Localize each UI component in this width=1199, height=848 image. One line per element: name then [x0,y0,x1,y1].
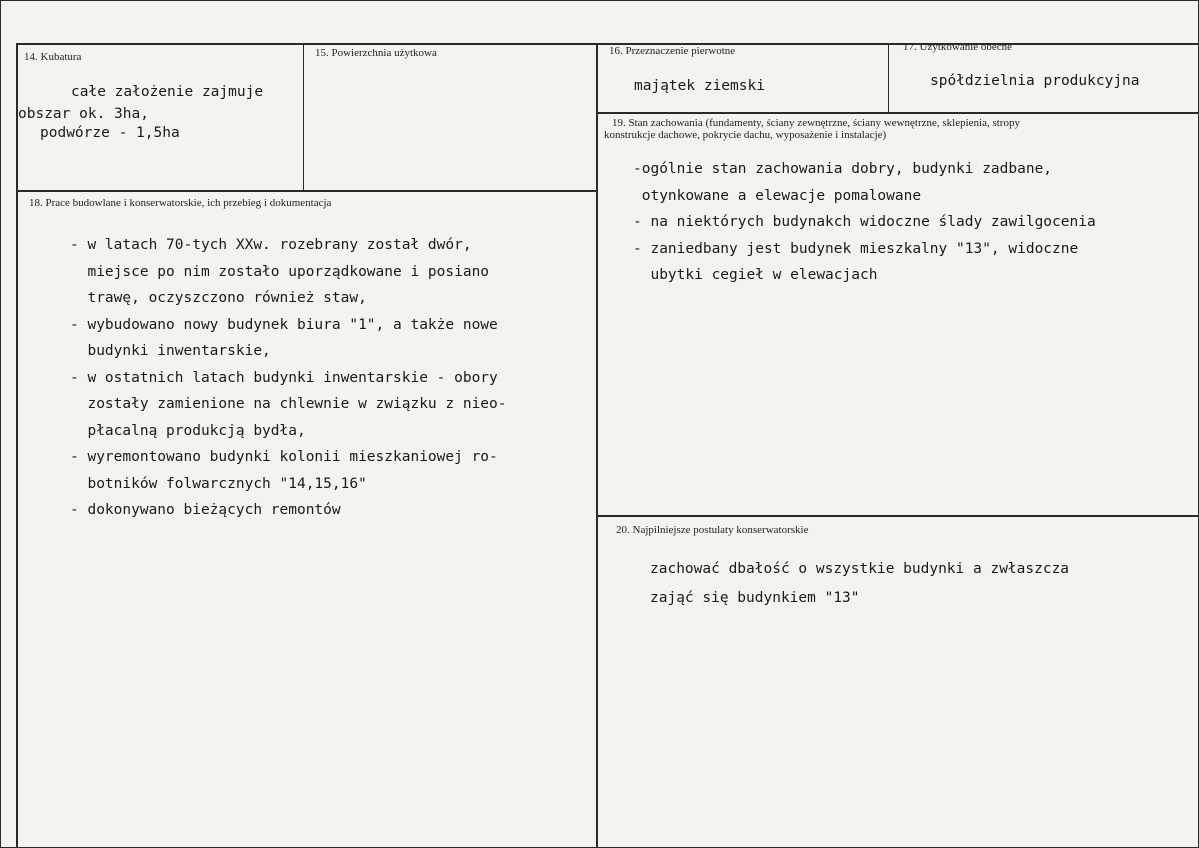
prace-line: - w ostatnich latach budynki inwentarskie - obory [70,369,498,386]
prace-line: - w latach 70-tych XXw. rozebrany został dwór, [70,237,472,253]
divider-14-15 [303,45,304,191]
prace-line: botników folwarcznych "14,15,16" [70,475,367,492]
kubatura-label: 14. Kubatura [24,51,82,63]
stan-line: -ogólnie stan zachowania dobry, budynki zadbane, [633,161,1053,177]
prace-line: miejsce po nim zostało uporządkowane i posiano [70,263,490,280]
kubatura-value-line: obszar ok. 3ha, [18,106,149,122]
stan-line: otynkowane a elewacje pomalowane [633,187,922,204]
prace-line: płacalną produkcją bydła, [70,422,306,439]
uzytkowanie-label: 17. Użytkowanie obecne [903,41,1013,53]
stan-zachowania-label-cont: konstrukcje dachowe, pokrycie dachu, wyposażenie i instalacje) [604,129,887,141]
rule-above-18 [16,190,597,192]
left-rule [16,43,18,848]
rule-above-20 [597,515,1198,517]
prace-line: - wyremontowano budynki kolonii mieszkaniowej ro- [70,449,498,465]
przeznaczenie-value: majątek ziemski [634,78,765,94]
prace-text [70,232,507,524]
prace-line: - dokonywano bieżących remontów [70,502,341,518]
center-divider [596,43,598,848]
postulaty-line: zająć się budynkiem "13" [650,590,860,606]
top-rule [16,43,1198,45]
prace-line: zostały zamienione na chlewnie w związku z nieo- [70,396,507,412]
stan-line: ubytki cegieł w elewacjach [633,267,878,283]
prace-line: trawę, oczyszczono również staw, [70,290,367,306]
prace-line: budynki inwentarskie, [70,343,271,359]
stan-line: - na niektórych budynakch widoczne ślady zawilgocenia [633,214,1096,230]
postulaty-line: zachować dbałość o wszystkie budynki a zwłaszcza [650,561,1070,577]
prace-line: - wybudowano nowy budynek biura "1", a także nowe [70,316,498,333]
kubatura-value-line: podwórze - 1,5ha [40,125,180,141]
divider-16-17 [888,43,889,113]
prace-label: 18. Prace budowlane i konserwatorskie, ich przebieg i dokumentacja [29,197,332,209]
stan-line: - zaniedbany jest budynek mieszkalny "13", widoczne [633,240,1079,257]
postulaty-text [650,555,1069,613]
powierzchnia-label: 15. Powierzchnia użytkowa [315,47,437,59]
przeznaczenie-label: 16. Przeznaczenie pierwotne [609,45,736,57]
stan-zachowania-label: 19. Stan zachowania (fundamenty, ściany zewnętrzne, ściany wewnętrzne, sklepienia, stropy [612,117,1020,129]
rule-above-19 [597,112,1198,114]
stan-text [633,156,1096,289]
kubatura-value-line: całe założenie zajmuje [71,84,264,100]
uzytkowanie-value: spółdzielnia produkcyjna [930,73,1140,89]
postulaty-label: 20. Najpilniejsze postulaty konserwatorskie [616,524,809,536]
